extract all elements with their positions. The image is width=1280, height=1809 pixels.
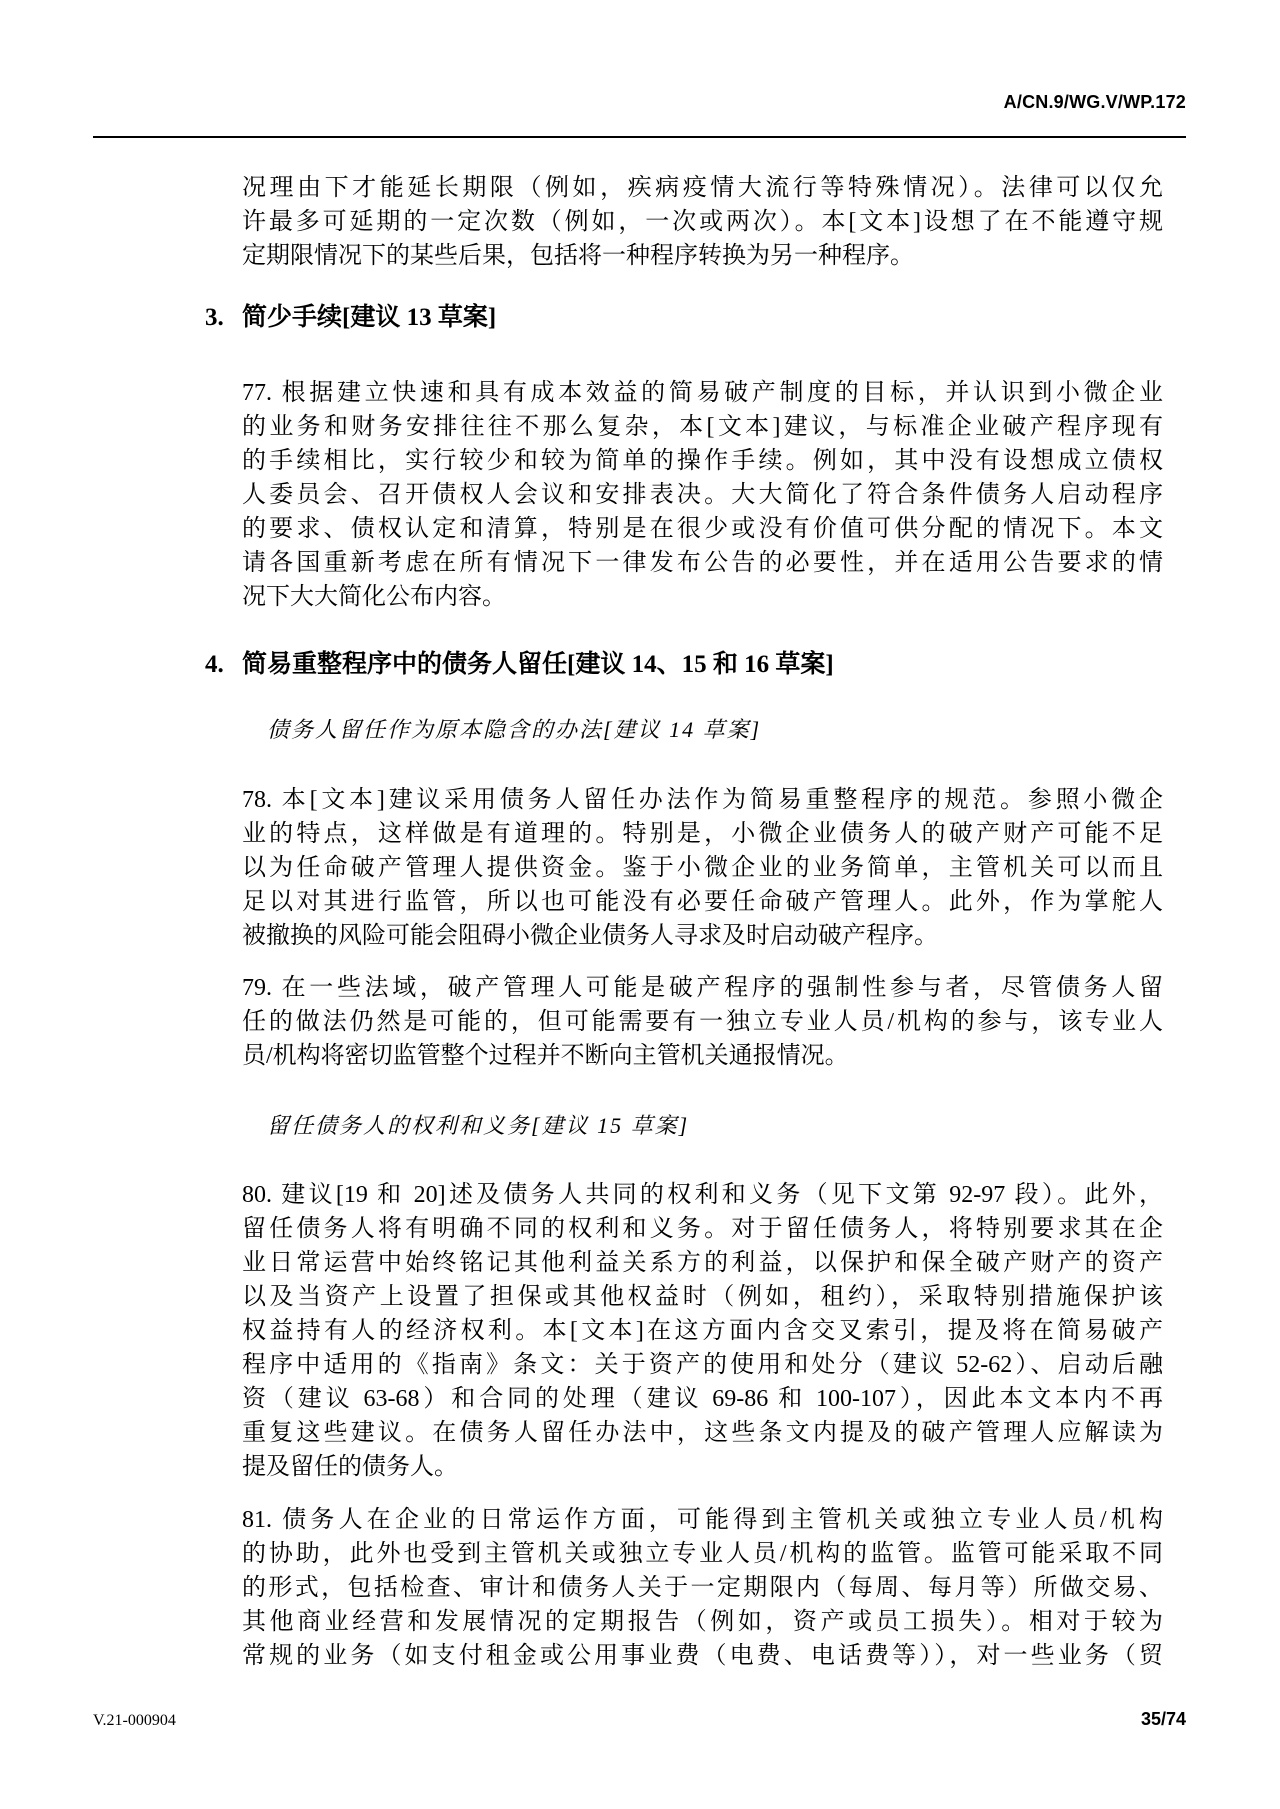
text-line: 留任债务人将有明确不同的权利和义务。对于留任债务人，将特别要求其在企	[242, 1216, 1163, 1242]
text-line: 常规的业务（如支付租金或公用事业费（电费、电话费等）），对一些业务（贸	[242, 1643, 1163, 1669]
heading-text: 简易重整程序中的债务人留任[建议 14、15 和 16 草案]	[242, 651, 834, 678]
heading-text: 简少手续[建议 13 草案]	[242, 304, 497, 331]
text-line: 以及当资产上设置了担保或其他权益时（例如，租约），采取特别措施保护该	[242, 1284, 1163, 1310]
text-line: 的形式，包括检查、审计和债务人关于一定期限内（每周、每月等）所做交易、	[242, 1575, 1163, 1601]
text-line: 的协助，此外也受到主管机关或独立专业人员/机构的监管。监管可能采取不同	[242, 1541, 1163, 1567]
text-line: 况下大大简化公布内容。	[242, 584, 506, 610]
footer-document-number: V.21-000904	[93, 1712, 176, 1729]
text-line: 81. 债务人在企业的日常运作方面，可能得到主管机关或独立专业人员/机构	[242, 1507, 1163, 1533]
text-line: 请各国重新考虑在所有情况下一律发布公告的必要性，并在适用公告要求的情	[242, 550, 1163, 576]
text-line: 的业务和财务安排往往不那么复杂，本[文本]建议，与标准企业破产程序现有	[242, 414, 1163, 440]
doc-symbol: A/CN.9/WG.V/WP.172	[1003, 92, 1186, 112]
text-line: 权益持有人的经济权利。本[文本]在这方面内含交叉索引，提及将在简易破产	[242, 1318, 1163, 1344]
text-line: 定期限情况下的某些后果，包括将一种程序转换为另一种程序。	[242, 243, 914, 269]
paragraph-80	[242, 1178, 1163, 1484]
paragraph-continuation	[242, 171, 1163, 273]
text-line: 况理由下才能延长期限（例如，疾病疫情大流行等特殊情况）。法律可以仅允	[242, 175, 1163, 201]
section-heading-3	[205, 303, 1163, 333]
heading-number: 3.	[205, 304, 224, 331]
text-line: 以为任命破产管理人提供资金。鉴于小微企业的业务简单，主管机关可以而且	[242, 855, 1163, 881]
text-line: 其他商业经营和发展情况的定期报告（例如，资产或员工损失）。相对于较为	[242, 1609, 1163, 1635]
text-line: 资（建议 63-68）和合同的处理（建议 69-86 和 100-107），因此本文本内不再	[242, 1386, 1163, 1412]
text-line: 足以对其进行监管，所以也可能没有必要任命破产管理人。此外，作为掌舵人	[242, 889, 1163, 915]
text-line: 的手续相比，实行较少和较为简单的操作手续。例如，其中没有设想成立债权	[242, 448, 1163, 474]
text-line: 的要求、债权认定和清算，特别是在很少或没有价值可供分配的情况下。本文	[242, 516, 1163, 542]
header-rule	[93, 136, 1186, 138]
section-heading-4	[205, 650, 1163, 680]
text-line: 任的做法仍然是可能的，但可能需要有一独立专业人员/机构的参与，该专业人	[242, 1009, 1163, 1035]
paragraph-81	[242, 1503, 1163, 1673]
paragraph-77	[242, 376, 1163, 614]
text-line: 80. 建议[19 和 20]述及债务人共同的权利和义务（见下文第 92-97 段）。此外，	[242, 1182, 1163, 1208]
text-line: 被撤换的风险可能会阻碍小微企业债务人寻求及时启动破产程序。	[242, 923, 938, 949]
text-line: 业的特点，这样做是有道理的。特别是，小微企业债务人的破产财产可能不足	[242, 821, 1163, 847]
text-line: 程序中适用的《指南》条文：关于资产的使用和处分（建议 52-62）、启动后融	[242, 1352, 1163, 1378]
paragraph-79	[242, 971, 1163, 1073]
subheading-recommendation-14: 债务人留任作为原本隐含的办法[建议 14 草案]	[267, 717, 762, 742]
footer-page-number: 35/74	[1140, 1709, 1186, 1729]
text-line: 提及留任的债务人。	[242, 1454, 458, 1480]
text-line: 78. 本[文本]建议采用债务人留任办法作为简易重整程序的规范。参照小微企	[242, 787, 1163, 813]
heading-number: 4.	[205, 651, 224, 678]
text-line: 业日常运营中始终铭记其他利益关系方的利益，以保护和保全破产财产的资产	[242, 1250, 1163, 1276]
text-line: 重复这些建议。在债务人留任办法中，这些条文内提及的破产管理人应解读为	[242, 1420, 1163, 1446]
text-line: 79. 在一些法域，破产管理人可能是破产程序的强制性参与者，尽管债务人留	[242, 975, 1163, 1001]
text-line: 人委员会、召开债权人会议和安排表决。大大简化了符合条件债务人启动程序	[242, 482, 1163, 508]
subheading-recommendation-15: 留任债务人的权利和义务[建议 15 草案]	[267, 1113, 690, 1138]
text-line: 许最多可延期的一定次数（例如，一次或两次）。本[文本]设想了在不能遵守规	[242, 209, 1163, 235]
paragraph-78	[242, 783, 1163, 953]
text-line: 77. 根据建立快速和具有成本效益的简易破产制度的目标，并认识到小微企业	[242, 380, 1163, 406]
text-line: 员/机构将密切监管整个过程并不断向主管机关通报情况。	[242, 1043, 849, 1069]
